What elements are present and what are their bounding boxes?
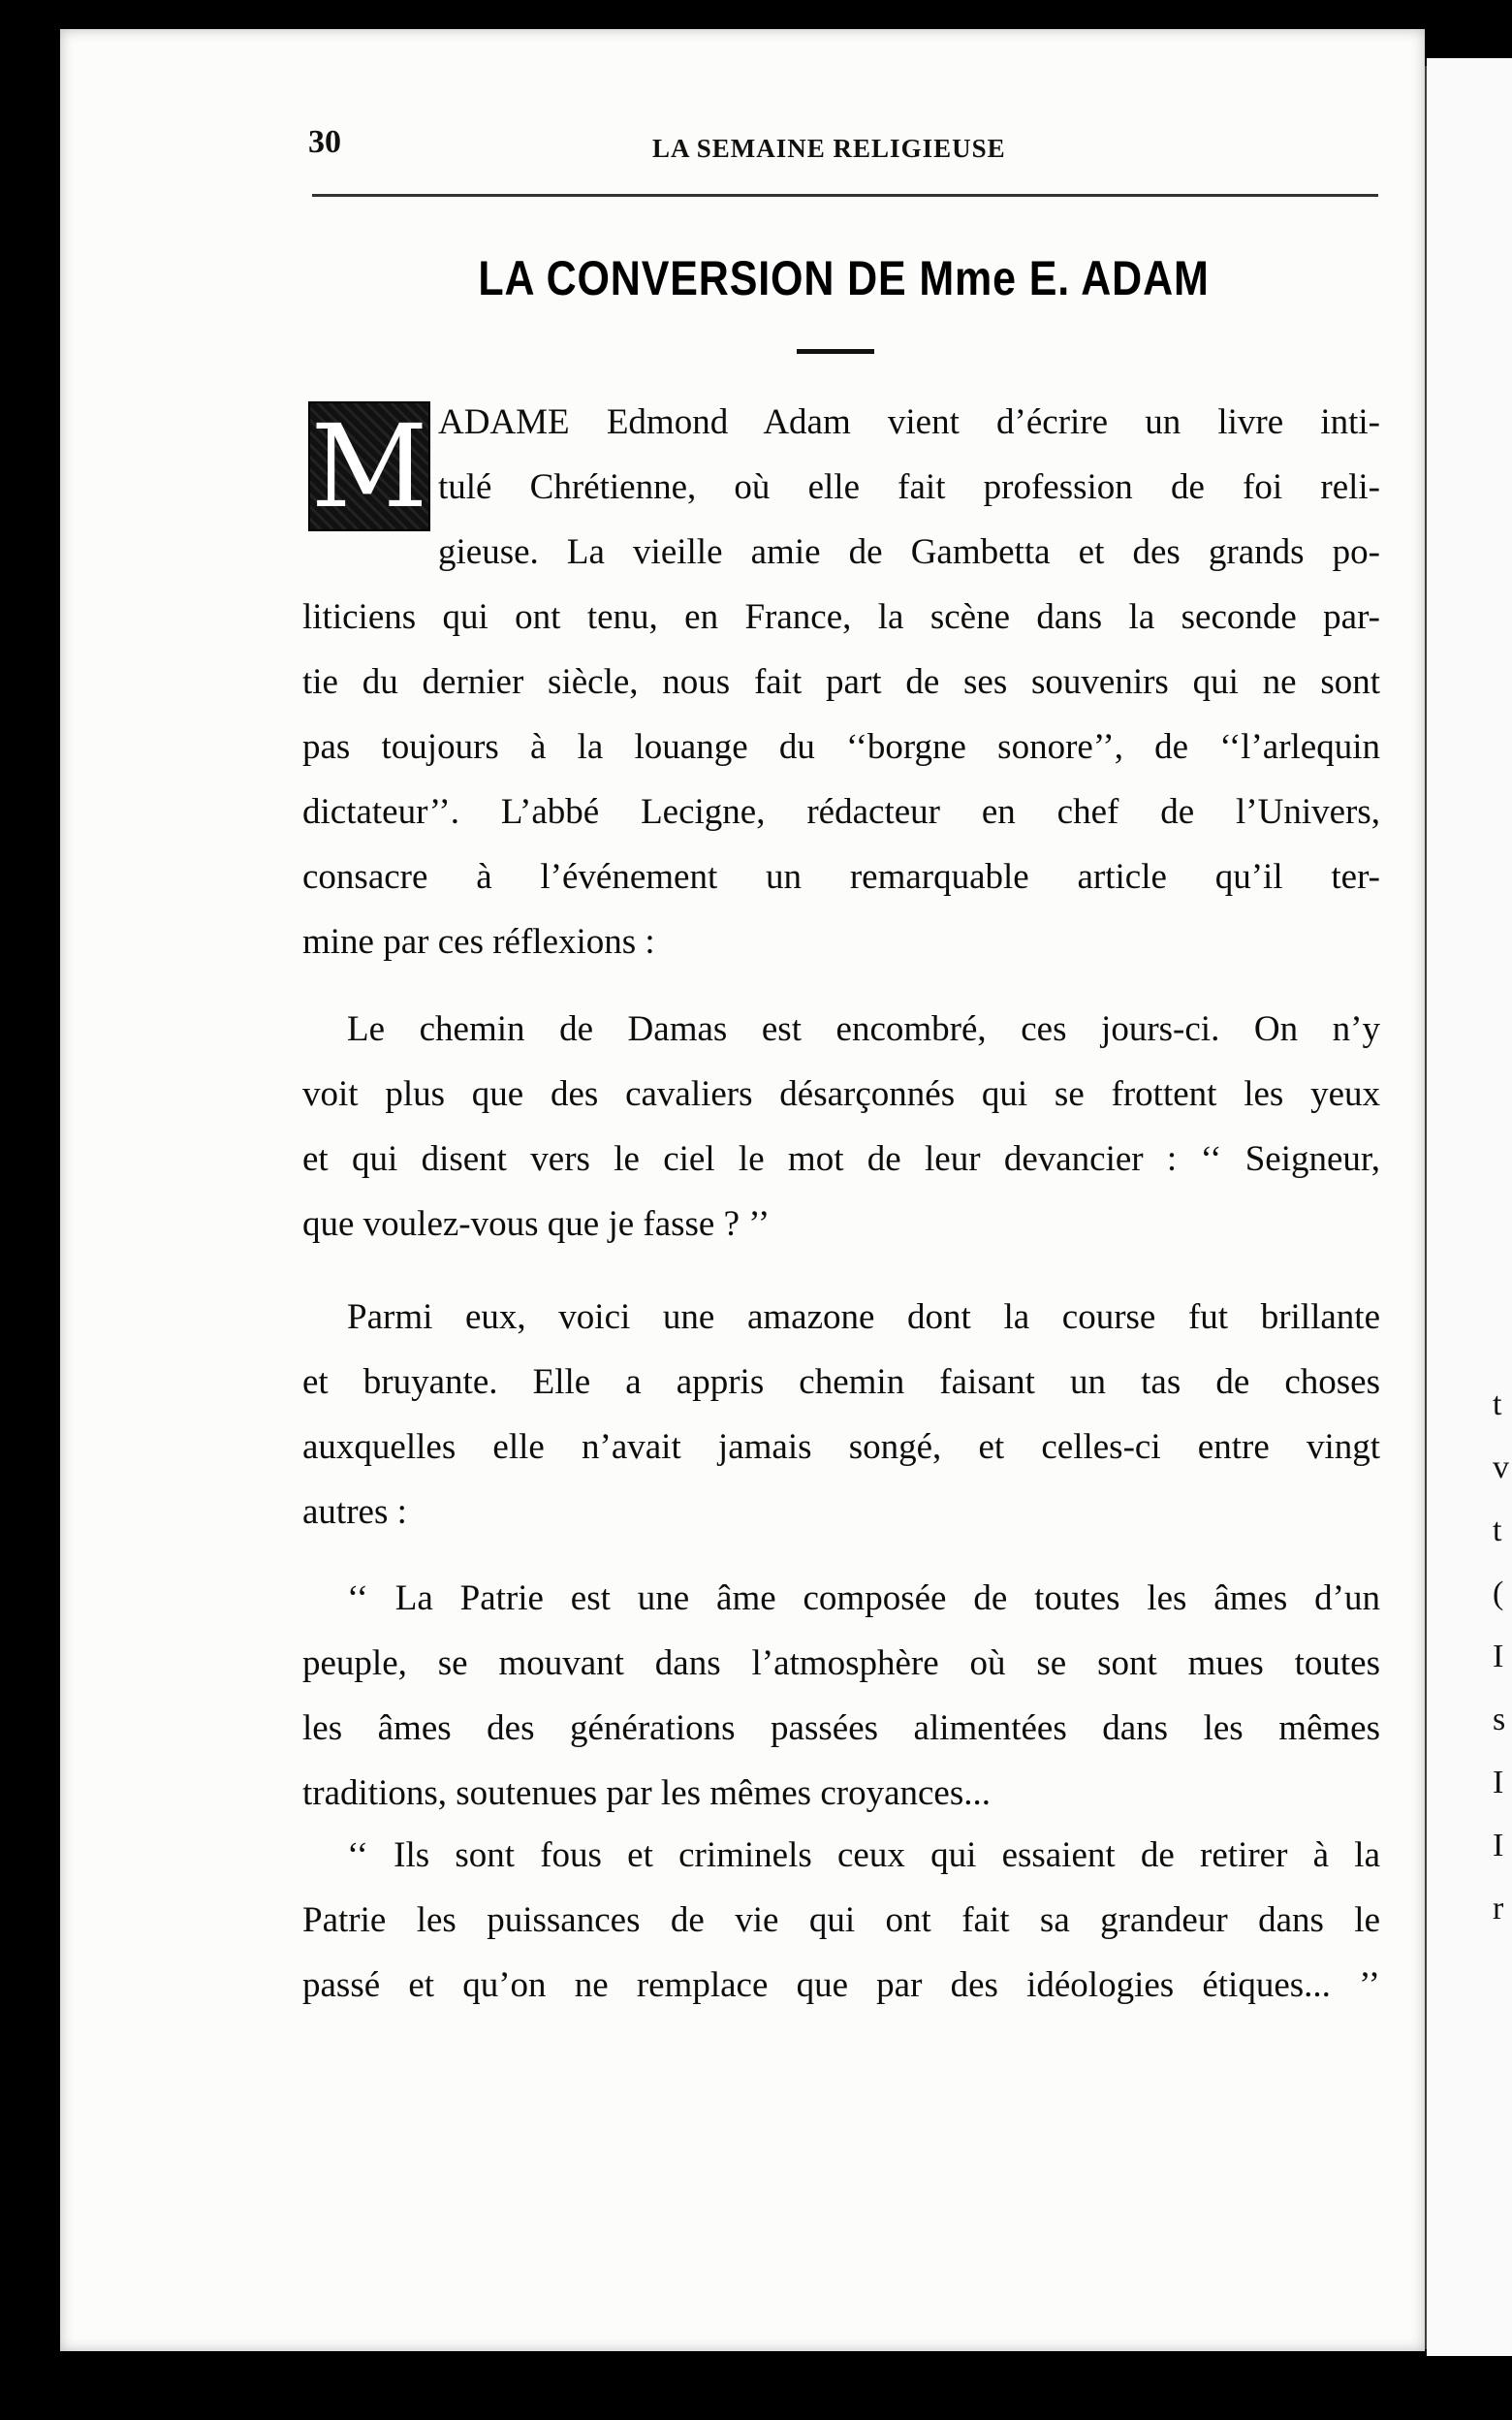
- drop-cap-initial: M: [308, 401, 430, 531]
- paragraph-quote-amazone: [302, 1285, 1380, 1544]
- facing-page-fragment: I: [1493, 1765, 1504, 1800]
- paragraph-quote-damas: [302, 997, 1380, 1257]
- text-line: ‘‘ La Patrie est une âme composée de toutes les âmes d’un: [347, 1578, 1380, 1618]
- text-line: liticiens qui ont tenu, en France, la scène dans la seconde par-: [302, 597, 1380, 637]
- header-rule: [312, 194, 1378, 197]
- text-line: et bruyante. Elle a appris chemin faisant un tas de choses: [302, 1362, 1380, 1402]
- text-line: passé et qu’on ne remplace que par des idéologies étiques... ’’: [302, 1965, 1380, 2005]
- facing-page-fragment: (: [1493, 1576, 1504, 1611]
- facing-page-fragment: I: [1493, 1828, 1504, 1863]
- text-line: ADAME Edmond Adam vient d’écrire un livre inti-: [438, 402, 1380, 442]
- text-line: ‘‘ Ils sont fous et criminels ceux qui essaient de retirer à la: [347, 1835, 1380, 1875]
- text-line: dictateur’’. L’abbé Lecigne, rédacteur en chef de l’Univers,: [302, 792, 1380, 832]
- title-rule: [797, 349, 874, 354]
- facing-page-fragment: t: [1493, 1512, 1502, 1548]
- text-line: Patrie les puissances de vie qui ont fait sa grandeur dans le: [302, 1900, 1380, 1940]
- text-line: que voulez-vous que je fasse ? ’’: [302, 1204, 771, 1244]
- text-line: auxquelles elle n’avait jamais songé, et celles-ci entre vingt: [302, 1427, 1380, 1467]
- article-title: LA CONVERSION DE Mme E. ADAM: [478, 251, 1210, 305]
- paragraph-quote-patrie: [302, 1566, 1380, 1826]
- text-line: traditions, soutenues par les mêmes croyances...: [302, 1773, 991, 1813]
- running-head: LA SEMAINE RELIGIEUSE: [652, 134, 1006, 163]
- text-line: autres :: [302, 1492, 407, 1532]
- text-line: consacre à l’événement un remarquable article qu’il ter-: [302, 857, 1380, 897]
- facing-page-fragment: I: [1493, 1639, 1504, 1674]
- facing-page-fragment: v: [1493, 1449, 1509, 1485]
- paragraph-quote-fous: [302, 1823, 1380, 2018]
- text-line: pas toujours à la louange du ‘‘borgne sonore’’, de ‘‘l’arlequin: [302, 727, 1380, 767]
- text-line: et qui disent vers le ciel le mot de leur devancier : ‘‘ Seigneur,: [302, 1139, 1380, 1179]
- text-line: peuple, se mouvant dans l’atmosphère où se sont mues toutes: [302, 1643, 1380, 1683]
- facing-page-fragment: s: [1493, 1702, 1506, 1737]
- page-number: 30: [308, 124, 341, 160]
- facing-page-fragment: t: [1493, 1386, 1502, 1422]
- text-line: mine par ces réflexions :: [302, 922, 655, 962]
- text-line: tie du dernier siècle, nous fait part de ses souvenirs qui ne sont: [302, 662, 1380, 702]
- page-header: [308, 124, 1379, 173]
- text-line: Parmi eux, voici une amazone dont la course fut brillante: [347, 1297, 1380, 1337]
- text-line: tulé Chrétienne, où elle fait profession de foi reli-: [438, 467, 1380, 507]
- text-line: Le chemin de Damas est encombré, ces jours-ci. On n’y: [347, 1009, 1380, 1049]
- paragraph-intro: [302, 390, 1380, 974]
- text-line: voit plus que des cavaliers désarçonnés qui se frottent les yeux: [302, 1074, 1380, 1114]
- text-line: gieuse. La vieille amie de Gambetta et des grands po-: [438, 532, 1380, 572]
- text-line: les âmes des générations passées alimentées dans les mêmes: [302, 1708, 1380, 1748]
- facing-page-sliver: [1427, 58, 1512, 2356]
- facing-page-fragment: r: [1493, 1891, 1504, 1926]
